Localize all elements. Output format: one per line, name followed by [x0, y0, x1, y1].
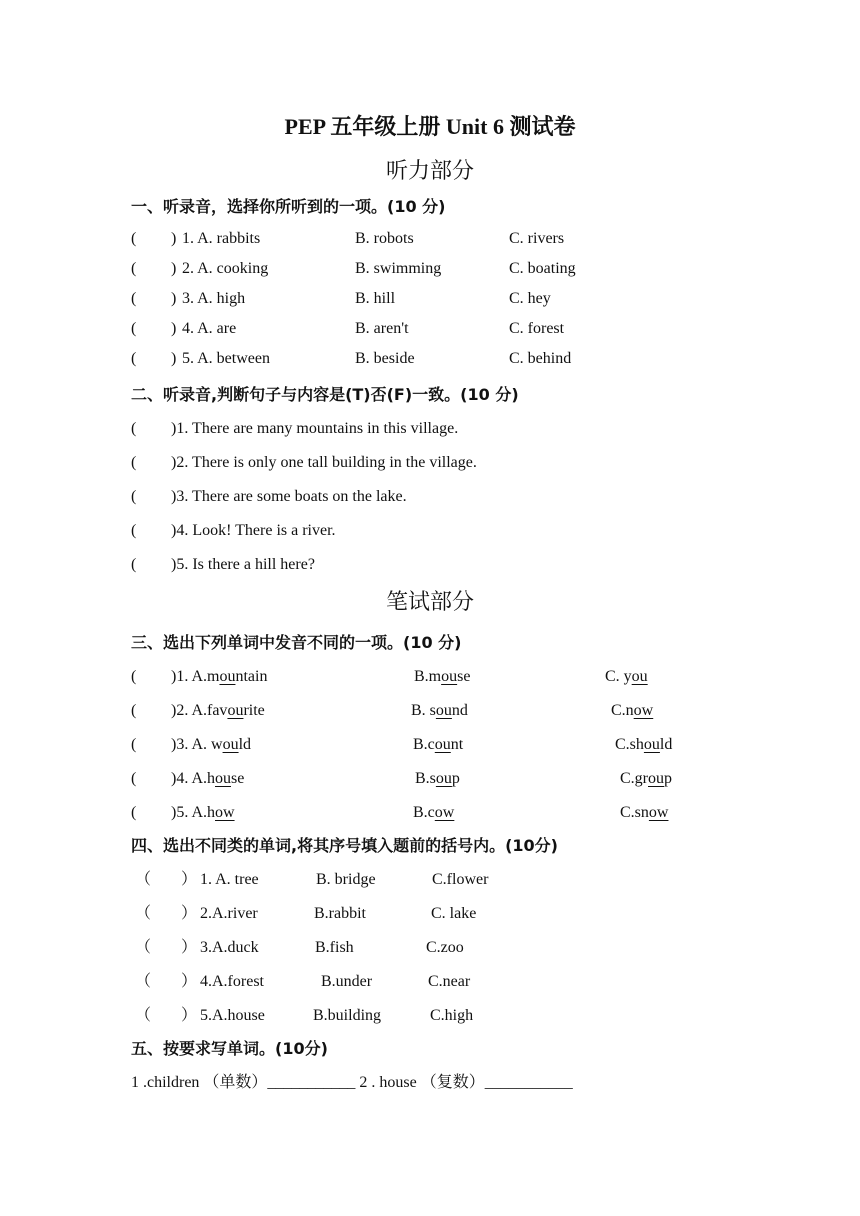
option-a: 3.A.duck — [200, 939, 259, 956]
option-b: B.under — [321, 973, 373, 990]
underlined-letters: ou — [441, 668, 458, 685]
answer-bracket-close: ) — [171, 320, 177, 337]
option-a: )5. A.how — [171, 804, 235, 821]
option-c: C. rivers — [509, 230, 565, 247]
answer-bracket-open: ( — [131, 702, 137, 719]
statement-text: )1. There are many mountains in this village. — [171, 420, 459, 437]
option-b: B.count — [413, 736, 464, 753]
option-a: 4. A. are — [182, 320, 237, 337]
option-c: C.snow — [620, 804, 669, 821]
underlined-letters: ou — [222, 736, 239, 753]
option-b: B. aren't — [355, 320, 409, 337]
answer-bracket-open: （ — [135, 939, 152, 956]
part3-item — [131, 768, 771, 790]
option-a: 4.A.forest — [200, 973, 264, 990]
option-b: B.building — [313, 1007, 382, 1024]
answer-bracket-open: ( — [131, 454, 137, 471]
option-c: C. behind — [509, 350, 572, 367]
option-a: 3. A. high — [182, 290, 246, 307]
part2-heading: 二、听录音,判断句子与内容是(T)否(F)一致。(10 分) — [131, 385, 519, 404]
answer-bracket-close: ） — [181, 905, 198, 922]
answer-bracket-close: ） — [181, 973, 198, 990]
underlined-letters: ow — [434, 804, 455, 821]
option-b: B.cow — [413, 804, 455, 821]
answer-bracket-open: ( — [131, 522, 137, 539]
option-b: B. robots — [355, 230, 414, 247]
option-b: B. hill — [355, 290, 396, 307]
option-a: )3. A. would — [171, 736, 252, 753]
part1-item — [131, 288, 771, 310]
part4-heading: 四、选出不同类的单词,将其序号填入题前的括号内。(10分) — [131, 836, 558, 855]
part3-item — [131, 734, 771, 756]
answer-bracket-open: ( — [131, 350, 137, 367]
option-b: B. beside — [355, 350, 415, 367]
statement-text: )3. There are some boats on the lake. — [171, 488, 407, 505]
answer-bracket-open: ( — [131, 420, 137, 437]
part4-item — [131, 937, 771, 959]
part2-item — [131, 486, 771, 508]
option-b: B.fish — [315, 939, 354, 956]
underlined-letters: ou — [227, 702, 244, 719]
option-c: C.zoo — [426, 939, 464, 956]
part4-item — [131, 903, 771, 925]
option-b: B. sound — [411, 702, 468, 719]
answer-bracket-open: ( — [131, 230, 137, 247]
option-c: C.group — [620, 770, 672, 787]
answer-bracket-open: ( — [131, 804, 137, 821]
answer-bracket-close: ) — [171, 260, 177, 277]
option-b: B. bridge — [316, 871, 376, 888]
answer-bracket-close: ) — [171, 290, 177, 307]
answer-bracket-open: ( — [131, 770, 137, 787]
option-a: 5. A. between — [182, 350, 270, 367]
option-c: C.near — [428, 973, 471, 990]
option-a: )4. A.house — [171, 770, 245, 787]
part4-item — [131, 869, 771, 891]
underlined-letters: ou — [434, 736, 451, 753]
option-b: B.mouse — [414, 668, 471, 685]
part1-item — [131, 318, 771, 340]
option-a: 2. A. cooking — [182, 260, 269, 277]
part1-item — [131, 258, 771, 280]
part2-item — [131, 452, 771, 474]
listening-section-title: 听力部分 — [385, 159, 474, 184]
option-a: 5.A.house — [200, 1007, 265, 1024]
part4-item — [131, 971, 771, 993]
option-a: 1. A. rabbits — [182, 230, 261, 247]
part1-item — [131, 348, 771, 370]
underlined-letters: ou — [648, 770, 664, 787]
answer-bracket-open: ( — [131, 556, 137, 573]
option-c: C.flower — [432, 871, 489, 888]
answer-bracket-open: （ — [135, 1007, 152, 1024]
part4-item — [131, 1005, 771, 1027]
option-c: C. hey — [509, 290, 551, 307]
option-a: 1. A. tree — [200, 871, 259, 888]
underlined-letters: ou — [215, 770, 231, 787]
statement-text: )2. There is only one tall building in the village. — [171, 454, 477, 471]
part5-line — [131, 1072, 771, 1094]
part3-item — [131, 700, 771, 722]
part2-item — [131, 418, 771, 440]
option-c: C.high — [430, 1007, 474, 1024]
option-c: C. you — [605, 668, 648, 685]
option-b: B.rabbit — [314, 905, 366, 922]
underlined-letters: ou — [435, 770, 452, 787]
underlined-letters: ou — [643, 736, 660, 753]
part3-item — [131, 666, 771, 688]
part5-heading: 五、按要求写单词。(10分) — [131, 1039, 328, 1058]
answer-bracket-close: ) — [171, 230, 177, 247]
answer-bracket-open: ( — [131, 488, 137, 505]
answer-bracket-close: ） — [181, 1007, 198, 1024]
part2-item — [131, 554, 771, 576]
answer-bracket-close: ) — [171, 350, 177, 367]
part1-item — [131, 228, 771, 250]
part3-heading: 三、选出下列单词中发音不同的一项。(10 分) — [131, 633, 462, 652]
answer-bracket-open: ( — [131, 736, 137, 753]
option-a: 2.A.river — [200, 905, 258, 922]
answer-bracket-open: ( — [131, 290, 137, 307]
part2-item — [131, 520, 771, 542]
option-c: C.should — [615, 736, 673, 753]
answer-bracket-open: （ — [135, 973, 152, 990]
option-b: B.soup — [415, 770, 460, 787]
option-c: C. lake — [431, 905, 477, 922]
statement-text: )4. Look! There is a river. — [171, 522, 336, 539]
answer-bracket-close: ） — [181, 871, 198, 888]
statement-text: )5. Is there a hill here? — [171, 556, 315, 573]
option-a: )1. A.mountain — [171, 668, 268, 685]
option-c: C. boating — [509, 260, 576, 277]
underlined-letters: ou — [435, 702, 452, 719]
option-c: C.now — [611, 702, 654, 719]
answer-bracket-open: ( — [131, 320, 137, 337]
underlined-letters: ow — [648, 804, 669, 821]
answer-bracket-close: ） — [181, 939, 198, 956]
underlined-letters: ow — [215, 804, 235, 821]
option-b: B. swimming — [355, 260, 442, 277]
part3-item — [131, 802, 771, 824]
underlined-letters: ou — [219, 668, 236, 685]
fill-in-line: 1 .children （单数）___________ 2 . house （复数）___________ — [131, 1074, 573, 1091]
option-c: C. forest — [509, 320, 565, 337]
underlined-letters: ou — [631, 668, 648, 685]
answer-bracket-open: ( — [131, 668, 137, 685]
answer-bracket-open: （ — [135, 905, 152, 922]
answer-bracket-open: （ — [135, 871, 152, 888]
answer-bracket-open: ( — [131, 260, 137, 277]
writing-section-title: 笔试部分 — [385, 590, 474, 615]
part1-heading: 一、听录音，选择你所听到的一项。(10 分) — [131, 197, 446, 216]
page-title: PEP 五年级上册 Unit 6 测试卷 — [284, 114, 576, 139]
underlined-letters: ow — [633, 702, 654, 719]
option-a: )2. A.favourite — [171, 702, 265, 719]
